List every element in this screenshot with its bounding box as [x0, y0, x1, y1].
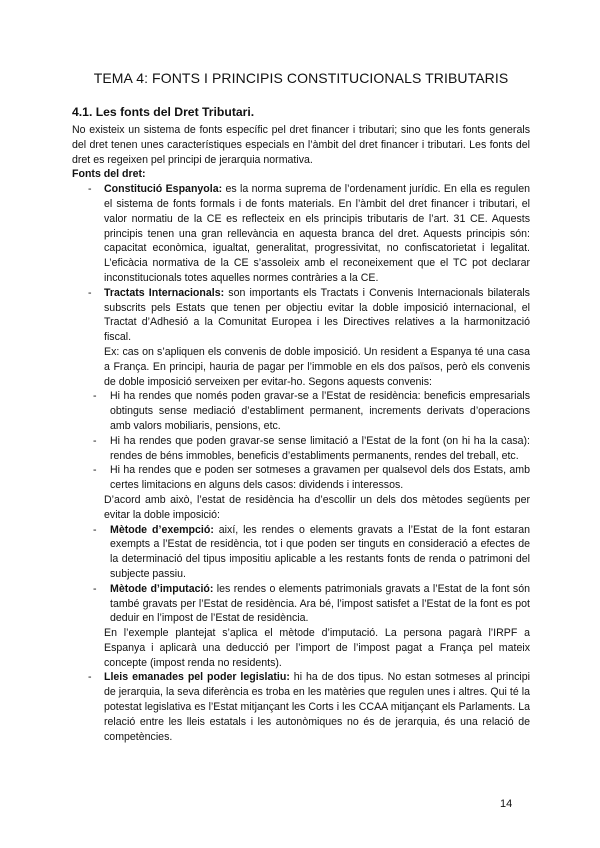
metodes-list — [72, 523, 530, 627]
tractats-text: son importants els Tractats i Convenis Internacionals bilaterals subscrits pels Estats que tenen per objectiu evitar la doble imposició internacional, el Tractat d’Adhesió a la Comunitat Europea i les Directives relatives a la harmonització fiscal. — [104, 286, 530, 344]
metode-label: Mètode d’imputació: — [110, 582, 214, 595]
list-item: - Hi ha rendes que només poden gravar-se a l’Estat de residència: beneficis empresarials obtinguts sense mediació d’establiment permanent, increments derivats d’operacions amb valors mobiliaris, pensions, etc. — [72, 389, 530, 433]
list-item-lleis — [72, 670, 530, 744]
fonts-list — [72, 182, 530, 345]
lleis-label: Lleis emanades pel poder legislatiu: — [104, 671, 290, 684]
metode-text: les rendes o elements patrimonials gravats a l’Estat de la font són també gravats per l’Estat de residència. Ara bé, l’impost satisfet a l’Estat de la font es pot deduir en l’impost de l’Estat de residència. — [110, 582, 530, 625]
metode-imputacio — [72, 582, 530, 626]
list-item-tractats — [72, 286, 530, 345]
tractats-label: Tractats Internacionals: — [104, 286, 225, 299]
document-body — [72, 104, 530, 744]
daccord-paragraph: D’acord amb això, l’estat de residència ha d’escollir un dels dos mètodes següents per evitar la doble imposició: — [104, 493, 530, 521]
page-number: 14 — [500, 798, 513, 810]
conclusio-paragraph: En l’exemple plantejat s’aplica el mètode d’imputació. La persona pagarà l’IRPF a Espanya i aplicarà una deducció per l’import de l’impost pagat a França pel mateix concepte (impost renda no residents). — [104, 627, 530, 669]
metode-text: així, les rendes o elements gravats a l’Estat de la font estaran exempts a l’Estat de residència, tot i que poden ser tinguts en consideració a efectes de la determinació del tipus impositiu aplicable a les restants fonts de renda o patrimoni del subjecte passiu. — [110, 523, 530, 580]
metode-exempcio — [72, 523, 530, 582]
page-title: TEMA 4: FONTS I PRINCIPIS CONSTITUCIONALS TRIBUTARIS — [93, 70, 509, 86]
rendes-list — [72, 389, 530, 493]
fonts-heading: Fonts del dret: — [72, 168, 146, 181]
section-heading: 4.1. Les fonts del Dret Tributari. — [72, 105, 255, 119]
constitucio-label: Constitució Espanyola: — [104, 183, 223, 196]
intro-paragraph: No existeix un sistema de fonts específic pel dret financer i tributari; sino que les fonts generals del dret tenen unes característiques especials en l’àmbit del dret financer i tributari. Les fonts del dret es regeixen pel principi de jerarquia normativa. — [72, 124, 530, 166]
metode-label: Mètode d’exempció: — [110, 523, 214, 536]
list-item: - Hi ha rendes que e poden ser sotmeses a gravamen per qualsevol dels dos Estats, amb certes limitacions en alguns dels casos: dividends i interessos. — [72, 463, 530, 493]
lleis-text: hi ha de dos tipus. No estan sotmeses al principi de jerarquia, la seva diferència es troba en les matèries que regulen unes i altres. Qui té la potestat legislativa es l’Estat mitjançant les Corts i les CCAA mitjançant els Parlaments. La relació entre les lleis estatals i les autonòmiques no és de jerarquia, és una relació de competències. — [104, 671, 530, 743]
example-paragraph: Ex: cas on s’apliquen els convenis de doble imposició. Un resident a Espanya té una casa a França. En principi, hauria de pagar per l’immoble en els dos països, però els convenis de doble imposició serveixen per evitar-ho. Segons aquests convenis: — [104, 345, 530, 388]
constitucio-text: es la norma suprema de l’ordenament jurídic. En ella es regulen el sistema de fonts formals i de fonts materials. En l’àmbit del dret financer i tributari, el valor normatiu de la CE es reflecteix en els principis tributaris de l’art. 31 CE. Aquests principis tenen una gran rellevància en aquesta branca del dret. Aquests principis són: capacitat econòmica, igualtat, generalitat, progressivitat, no confiscatorietat i legalitat. L’eficàcia normativa de la CE s’assoleix amb el reconeixement que el TC pot declarar inconstitucionals totes aquelles normes contràries a la CE. — [104, 183, 530, 284]
list-item-constitucio — [72, 182, 530, 286]
list-item: - Hi ha rendes que poden gravar-se sense limitació a l’Estat de la font (on hi ha la casa): rendes de béns immobles, beneficis d’establiments permanents, rendes del treball, etc. — [72, 434, 530, 464]
fonts-list-continued — [72, 670, 530, 744]
